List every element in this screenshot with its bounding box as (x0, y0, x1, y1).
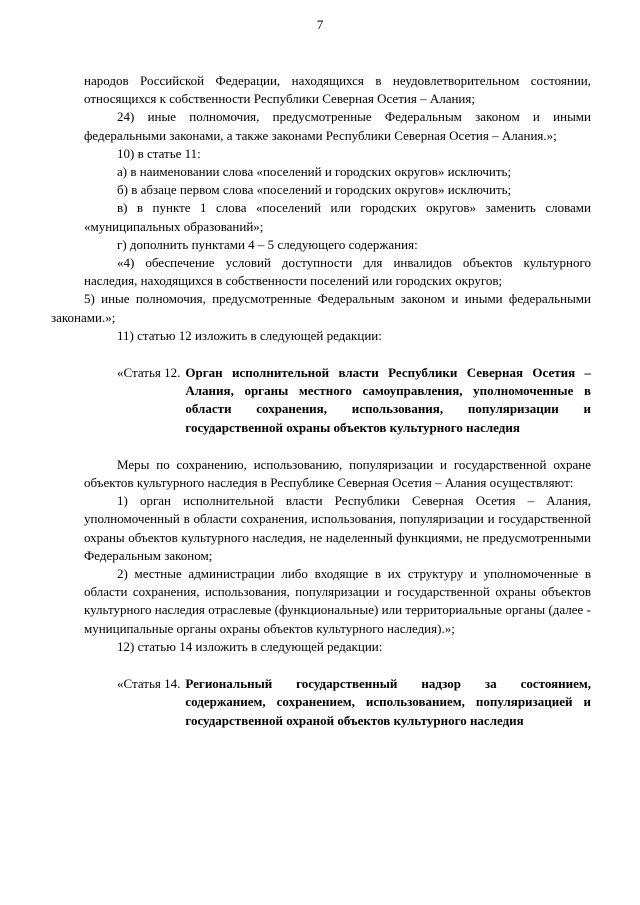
paragraph: 2) местные администрации либо входящие в их структуру и уполномоченные в области сохранения, использования, популяризации и государственной охраны объектов культурного наследия отраслевые (функциональные) или территориальные органы (далее - муниципальные органы охраны объектов культурного наследия).»; (84, 566, 591, 636)
paragraph: г) дополнить пунктами 4 – 5 следующего содержания: (117, 236, 418, 252)
article-14-heading (117, 675, 591, 730)
paragraph: 24) иные полномочия, предусмотренные Федеральным законом и иными федеральными законами, а также законами Республики Северная Осетия – Алания.»; (84, 109, 591, 143)
article-number: «Статья 12. (117, 365, 181, 381)
paragraph: в) в пункте 1 слова «поселений или городских округов» заменить словами «муниципальных образований»; (84, 200, 591, 234)
paragraph: 1) орган исполнительной власти Республики Северная Осетия – Алания, уполномоченный в области сохранения, использования, популяризации и государственной охраны объектов культурного наследия, не наделенный функциями, не предусмотренными Федеральным законом; (84, 493, 591, 563)
paragraph: народов Российской Федерации, находящихся в неудовлетворительном состоянии, относящихся к собственности Республики Северная Осетия – Алания; (84, 73, 591, 107)
paragraph: «4) обеспечение условий доступности для инвалидов объектов культурного наследия, находящихся в собственности поселений или городских округов; (84, 255, 591, 289)
article-number: «Статья 14. (117, 676, 181, 692)
paragraph: б) в абзаце первом слова «поселений и городских округов» исключить; (117, 182, 512, 198)
article-12-heading (117, 364, 591, 437)
paragraph: а) в наименовании слова «поселений и городских округов» исключить; (117, 164, 512, 180)
paragraph: 12) статью 14 изложить в следующей редакции: (117, 638, 383, 654)
article-title: Региональный государственный надзор за состоянием, содержанием, сохранением, использованием, популяризацией и государственной охраной объектов культурного наследия (185, 676, 591, 728)
paragraph-group (51, 72, 591, 345)
page-number: 7 (316, 17, 324, 32)
article-title: Орган исполнительной власти Республики Северная Осетия – Алания, органы местного самоуправления, уполномоченные в области сохранения, использования, популяризации и государственной охраны объектов культурного наследия (185, 365, 591, 435)
paragraph: Меры по сохранению, использованию, популяризации и государственной охране объектов культурного наследия в Республике Северная Осетия – Алания осуществляют: (84, 456, 591, 491)
paragraph-group (84, 456, 591, 656)
document-body (51, 72, 591, 730)
paragraph: 11) статью 12 изложить в следующей редакции: (117, 327, 382, 343)
paragraph: 5) иные полномочия, предусмотренные Федеральным законом и иными федеральными законами.»; (51, 291, 591, 325)
paragraph: 10) в статье 11: (117, 145, 201, 161)
